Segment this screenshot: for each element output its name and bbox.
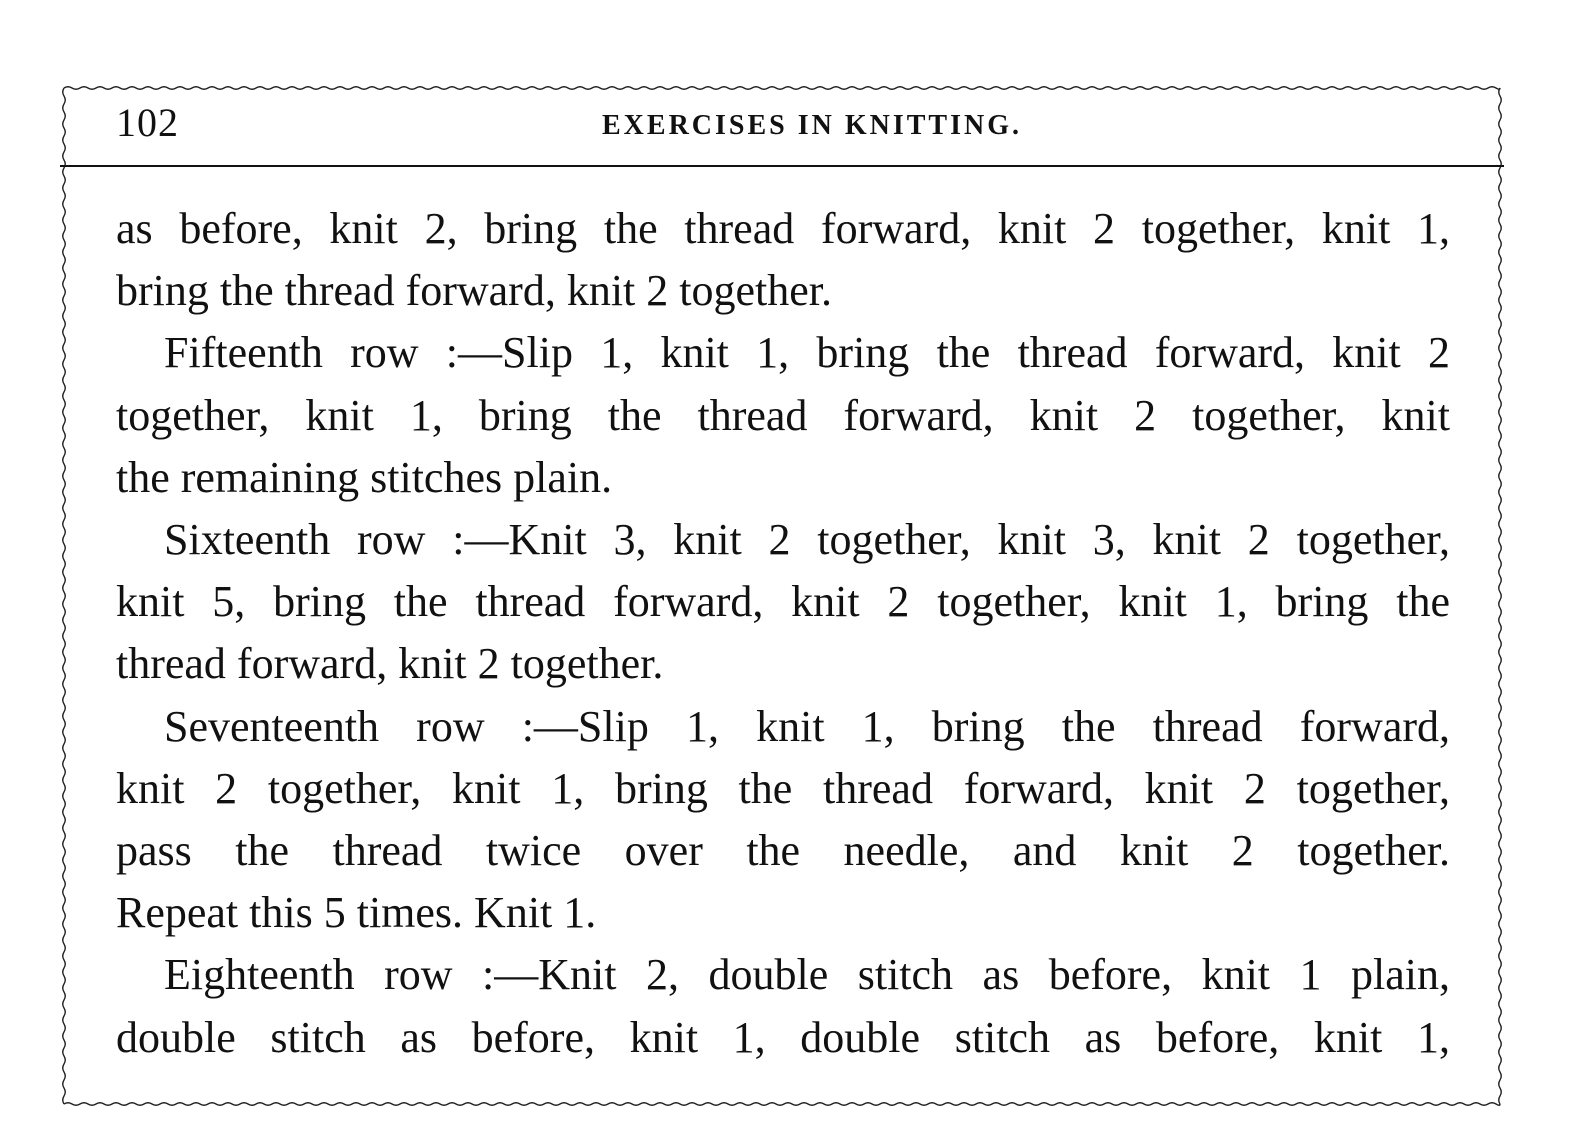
text-line: knit 5, bring the thread forward, knit 2 together, knit 1, bring the [116, 577, 1450, 627]
text-line: as before, knit 2, bring the thread forward, knit 2 together, knit 1, [116, 204, 1450, 253]
border-bottom [64, 1103, 1500, 1106]
header-rule [60, 165, 1504, 167]
running-title: EXERCISES IN KNITTING. [602, 110, 1022, 141]
paragraph-fifteenth-row [116, 322, 1450, 509]
page-header [60, 98, 1504, 158]
text-line: Sixteenth row :—Knit 3, knit 2 together, knit 3, knit 2 together, [164, 515, 1450, 565]
border-top [64, 87, 1500, 90]
text-line: thread forward, knit 2 together. [116, 639, 664, 689]
page-number: 102 [116, 100, 179, 145]
text-line: double stitch as before, knit 1, double stitch as before, knit 1, [116, 1012, 1450, 1062]
text-line: the remaining stitches plain. [116, 452, 613, 502]
text-line: Repeat this 5 times. Knit 1. [116, 888, 597, 938]
text-line: Seventeenth row :—Slip 1, knit 1, bring the thread forward, [164, 701, 1450, 751]
text-line: knit 2 together, knit 1, bring the thread forward, knit 2 together, [116, 763, 1450, 813]
paragraph-continued [116, 198, 1450, 322]
text-line: Eighteenth row :—Knit 2, double stitch as before, knit 1 plain, [164, 950, 1450, 1000]
border-left [63, 88, 66, 1104]
paragraph-sixteenth-row [116, 509, 1450, 696]
body-text [116, 198, 1450, 1069]
paragraph-eighteenth-row [116, 944, 1450, 1068]
text-line: together, knit 1, bring the thread forward, knit 2 together, knit [116, 390, 1450, 440]
text-line: bring the thread forward, knit 2 together. [116, 266, 833, 316]
border-right [1499, 88, 1502, 1104]
text-line: pass the thread twice over the needle, and knit 2 together. [116, 826, 1450, 876]
paragraph-seventeenth-row [116, 696, 1450, 945]
text-line: Fifteenth row :—Slip 1, knit 1, bring the thread forward, knit 2 [164, 328, 1450, 378]
